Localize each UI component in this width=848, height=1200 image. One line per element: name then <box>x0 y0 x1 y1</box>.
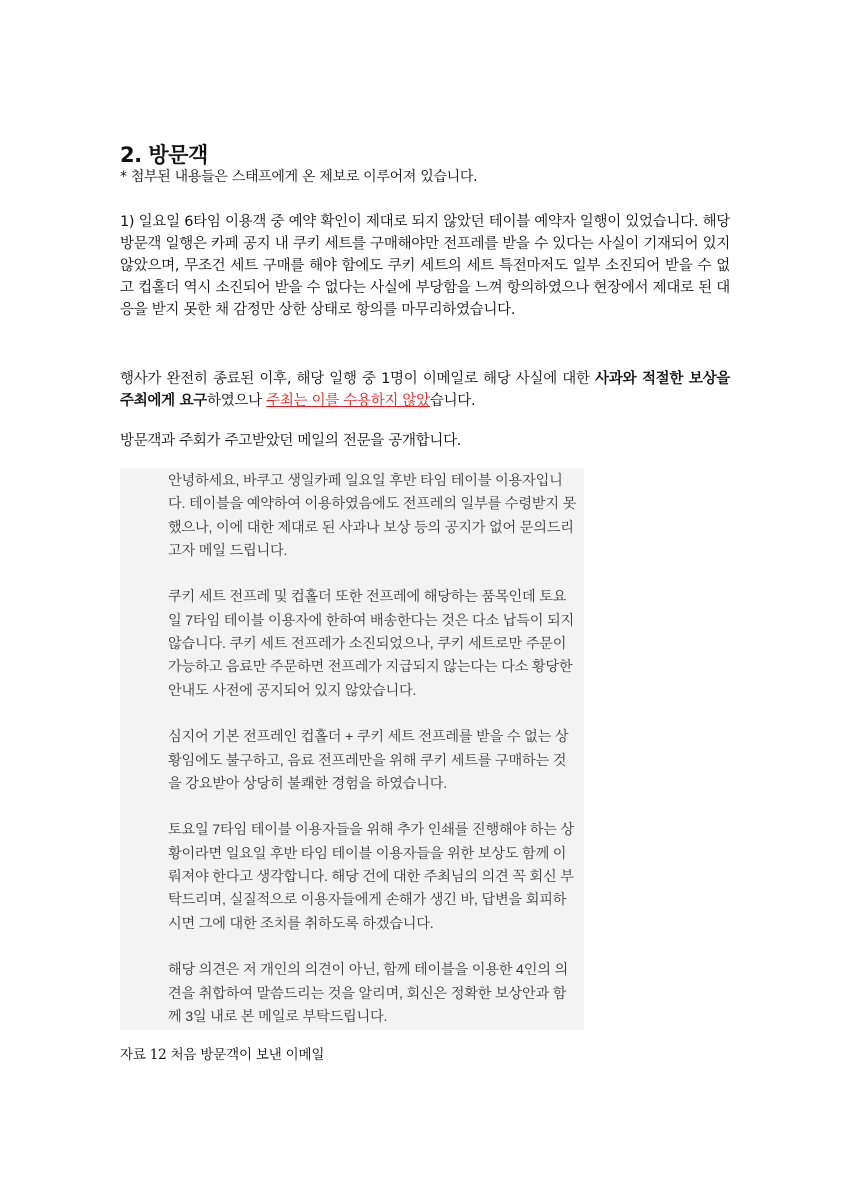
paragraph-request <box>120 368 730 412</box>
section-note: * 첨부된 내용들은 스태프에게 온 제보로 이루어져 있습니다. <box>120 169 478 185</box>
paragraph-request-bold: 사과와 적절한 보상을 주최에게 요구 <box>120 371 731 409</box>
paragraph-request-text-1: 행사가 완전히 종료된 이후, 해당 일행 중 1명이 이메일로 해당 사실에 대한 <box>120 371 596 387</box>
paragraph-disclosure: 방문객과 주회가 주고받았던 메일의 전문을 공개합니다. <box>120 433 462 449</box>
paragraph-incident: 1) 일요일 6타임 이용객 중 예약 확인이 제대로 되지 않았던 테이블 예약자 일행이 있었습니다. 해당 방문객 일행은 카페 공지 내 쿠키 세트를 구매해야만 전프레를 받을 수 있다는 사실이 기재되어 있지 않았으며, 무조건 세트 구매를 해야 함에도 쿠키 세트의 세트 특전마저도 일부 소진되어 받을 수 없고 컵홀더 역시 소진되어 받을 수 없다는 사실에 부당함을 느껴 항의하였으나 현장에서 제대로 된 대응을 받지 못한 채 감정만 상한 상태로 항의를 마무리하였습니다. <box>120 214 730 318</box>
email-paragraph-4: 토요일 7타임 테이블 이용자들을 위해 추가 인쇄를 진행해야 하는 상황이라면 일요일 후반 타임 테이블 이용자들을 위한 보상도 함께 이뤄져야 한다고 생각합니다. 해당 건에 대한 주최님의 의견 꼭 회신 부탁드리며, 실질적으로 이용자들에게 손해가 생긴 바, 답변을 회피하시면 그에 대한 조치를 취하도록 하겠습니다. <box>168 822 575 932</box>
paragraph-request-text-2: 하였으나 <box>207 393 267 409</box>
email-paragraph-2: 쿠키 세트 전프레 및 컵홀더 또한 전프레에 해당하는 품목인데 토요일 7타임 테이블 이용자에 한하여 배송한다는 것은 다소 납득이 되지 않습니다. 쿠키 세트 전프레가 소진되었으나, 쿠키 세트로만 주문이 가능하고 음료만 주문하면 전프레가 지급되지 않는다는 다소 황당한 안내도 사전에 공지되어 있지 않았습니다. <box>168 589 575 699</box>
paragraph-request-red-underline: 주최는 이를 수용하지 않았 <box>266 393 430 409</box>
email-paragraph-5: 해당 의견은 저 개인의 의견이 아닌, 함께 테이블을 이용한 4인의 의견을 취합하여 말씀드리는 것을 알리며, 회신은 정확한 보상안과 함께 3일 내로 본 메일로 부탁드립니다. <box>168 962 568 1025</box>
email-screenshot <box>120 468 584 1030</box>
email-body <box>168 470 578 1029</box>
email-paragraph-3: 심지어 기본 전프레인 컵홀더 + 쿠키 세트 전프레를 받을 수 없는 상황임에도 불구하고, 음료 전프레만을 위해 쿠키 세트를 구매하는 것을 강요받아 상당히 불쾌한 경험을 하였습니다. <box>168 729 569 792</box>
email-paragraph-1: 안녕하세요, 바쿠고 생일카페 일요일 후반 타임 테이블 이용자입니다. 테이블을 예약하여 이용하였음에도 전프레의 일부를 수령받지 못했으나, 이에 대한 제대로 된 사과나 보상 등의 공지가 없어 문의드리고자 메일 드립니다. <box>168 473 577 559</box>
figure-caption: 자료 12 처음 방문객이 보낸 이메일 <box>120 1047 325 1063</box>
section-heading: 2. 방문객 <box>120 143 208 167</box>
paragraph-request-text-3: 습니다. <box>429 393 476 409</box>
